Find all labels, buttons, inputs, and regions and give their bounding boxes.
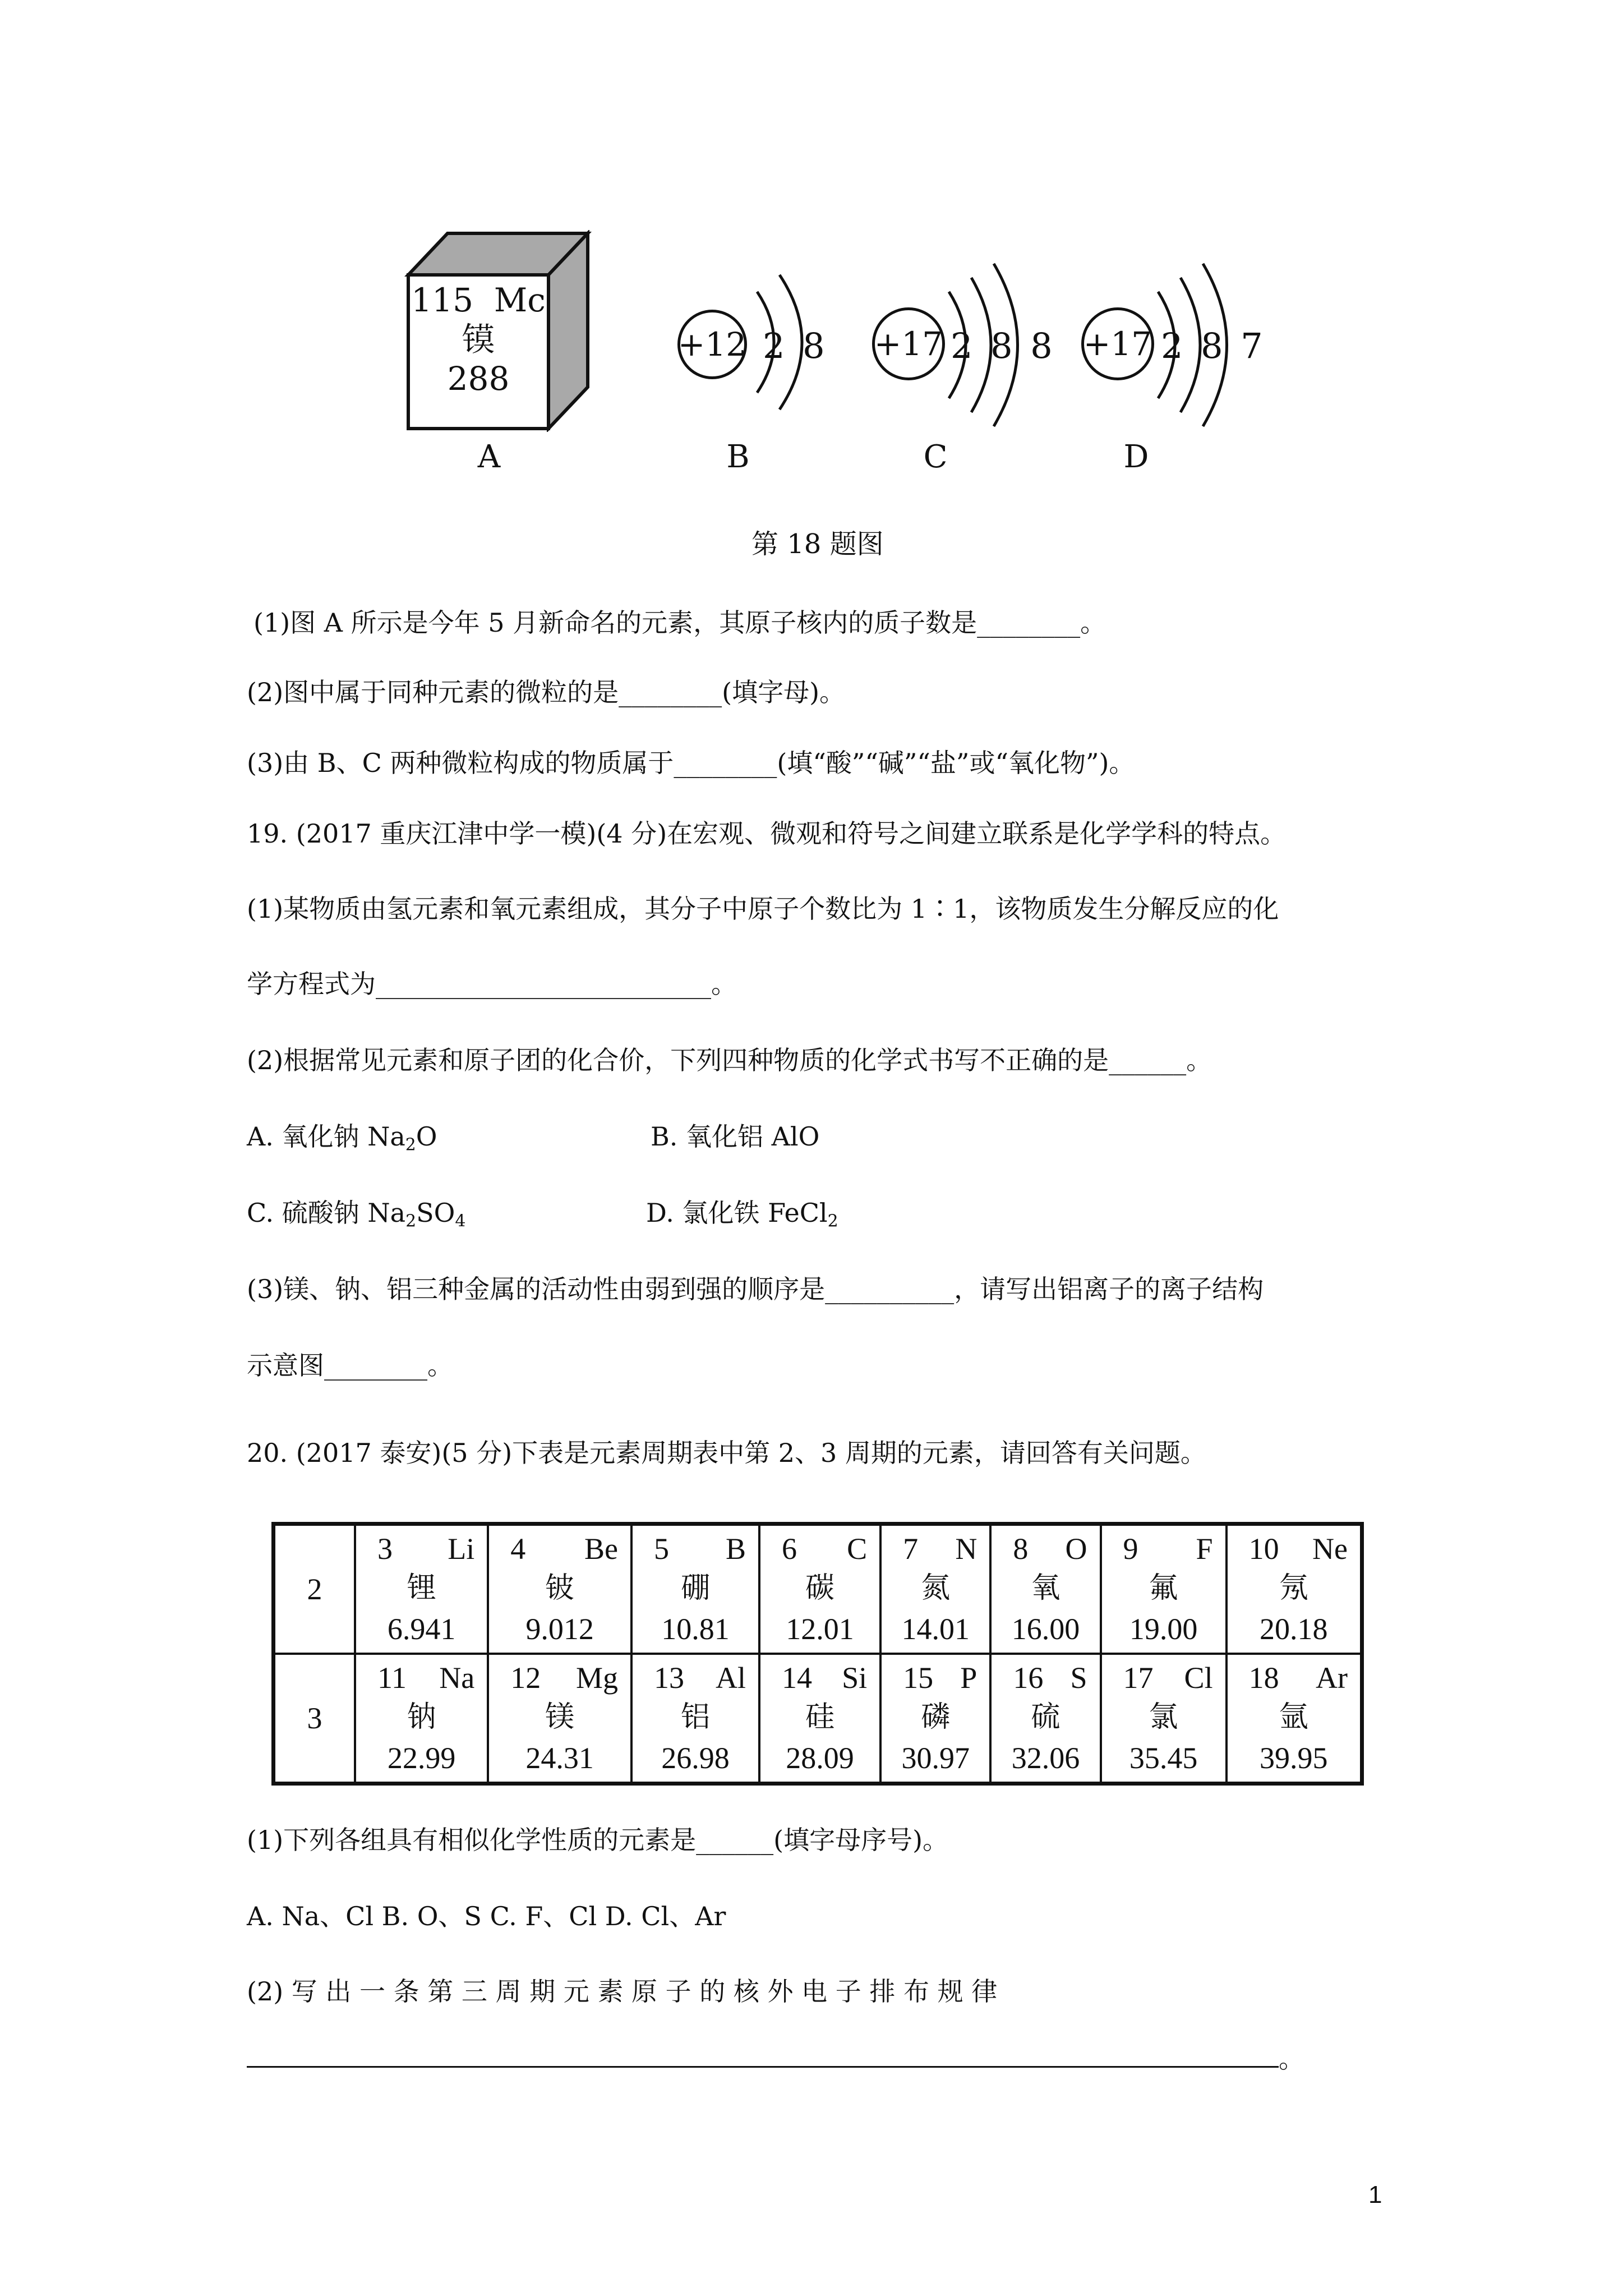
- atomic-mass: 10.81: [661, 1612, 730, 1646]
- atomic-number: 8: [1013, 1532, 1029, 1566]
- atomic-number: 9: [1123, 1532, 1138, 1566]
- atomic-mass: 26.98: [661, 1741, 730, 1775]
- q19-part1-line1: (1)某物质由氢元素和氧元素组成，其分子中原子个数比为 1∶1，该物质发生分解反应的化: [247, 894, 1279, 924]
- element-symbol: B: [725, 1532, 746, 1566]
- option-c-mid: SO: [416, 1198, 455, 1228]
- q20-part2-text: (2) 写 出 一 条 第 三 周 期 元 素 原 子 的 核 外 电 子 排 布 规 律: [247, 1976, 998, 2007]
- page-number: 1: [1368, 2181, 1382, 2208]
- element-cell: [1227, 1654, 1362, 1784]
- q19-stem: 19. (2017 重庆江津中学一模)(4 分)在宏观、微观和符号之间建立联系是化学学科的特点。: [247, 818, 1287, 849]
- nucleus-circle: [1081, 307, 1154, 380]
- figure-label-d: D: [1123, 439, 1149, 475]
- nucleus-charge: +17: [1083, 325, 1152, 363]
- element-symbol: Cl: [1184, 1661, 1213, 1695]
- element-symbol: Al: [716, 1661, 746, 1695]
- periodic-table: [271, 1522, 1364, 1786]
- table-row: [274, 1654, 1362, 1784]
- atomic-mass: 35.45: [1129, 1741, 1198, 1775]
- atomic-number: 12: [510, 1661, 541, 1695]
- element-name: 钠: [407, 1701, 436, 1733]
- element-name: 氧: [1031, 1572, 1061, 1604]
- figure-label-b: B: [726, 439, 750, 475]
- element-symbol: S: [1070, 1661, 1087, 1695]
- element-name: 碳: [805, 1572, 835, 1604]
- nucleus-charge: +17: [874, 325, 943, 363]
- figure-label-c: C: [923, 439, 948, 475]
- atomic-number: 17: [1123, 1661, 1154, 1695]
- q19-part3-line1: (3)镁、钠、铝三种金属的活动性由弱到强的顺序是__________，请写出铝离子的离子结构: [247, 1274, 1264, 1304]
- atomic-mass: 16.00: [1011, 1612, 1080, 1646]
- element-cell: [880, 1524, 990, 1654]
- q19-option-a: [247, 1120, 437, 1162]
- element-cell: [488, 1654, 631, 1784]
- element-name: 铍: [545, 1572, 575, 1604]
- element-symbol: F: [1196, 1532, 1213, 1566]
- subscript: 4: [455, 1211, 466, 1231]
- element-symbol: Ar: [1316, 1661, 1348, 1695]
- period-number: 2: [274, 1524, 356, 1654]
- element-symbol: P: [960, 1661, 978, 1695]
- element-cell: [990, 1524, 1100, 1654]
- element-name: 氩: [1279, 1701, 1308, 1733]
- figure-label-a: A: [477, 439, 501, 475]
- q20-part2-answer-line: [247, 2042, 1304, 2076]
- element-cell: [1227, 1524, 1362, 1654]
- element-symbol: N: [955, 1532, 978, 1566]
- element-symbol: Mg: [576, 1661, 619, 1695]
- element-symbol: Na: [439, 1661, 475, 1695]
- q19-part1-line2: 学方程式为__________________________。: [247, 969, 737, 999]
- element-name: 镁: [545, 1701, 575, 1733]
- period-number: 3: [274, 1654, 356, 1784]
- element-cell: [1101, 1654, 1227, 1784]
- table-row: [274, 1524, 1362, 1654]
- q19-option-d: [646, 1196, 838, 1238]
- q19-option-c: [247, 1196, 465, 1238]
- tile-number-symbol: 115 Mc: [411, 281, 546, 319]
- atomic-mass: 12.01: [786, 1612, 854, 1646]
- element-cell: [631, 1524, 759, 1654]
- atomic-mass: 22.99: [387, 1741, 456, 1775]
- element-cell: [880, 1654, 990, 1784]
- atomic-number: 14: [782, 1661, 812, 1695]
- element-cell: [1101, 1524, 1227, 1654]
- atomic-mass: 14.01: [901, 1612, 970, 1646]
- atomic-mass: 19.00: [1129, 1612, 1198, 1646]
- element-name: 氖: [1279, 1572, 1308, 1604]
- q18-part2: (2)图中属于同种元素的微粒的是________(填字母)。: [247, 677, 846, 707]
- element-name: 磷: [921, 1701, 951, 1733]
- atomic-number: 16: [1013, 1661, 1044, 1695]
- atomic-mass: 28.09: [786, 1741, 854, 1775]
- subscript: 2: [405, 1135, 416, 1155]
- q20-options: A. Na、Cl B. O、S C. F、Cl D. Cl、Ar: [247, 1901, 726, 1931]
- q20-part2: [247, 1975, 1391, 2008]
- element-name: 铝: [681, 1701, 711, 1733]
- q19-part2: (2)根据常见元素和原子团的化合价，下列四种物质的化学式书写不正确的是______。: [247, 1045, 1212, 1075]
- element-cell: [759, 1524, 880, 1654]
- electron-counts: 2 8: [763, 325, 828, 366]
- electron-counts: 2 8 8: [951, 325, 1056, 366]
- atomic-mass: 24.31: [525, 1741, 594, 1775]
- atomic-number: 3: [377, 1532, 393, 1566]
- option-c-text: C. 硫酸钠 Na: [247, 1198, 406, 1228]
- figure-caption: 第 18 题图: [751, 528, 884, 560]
- option-a-text: A. 氧化钠 Na: [247, 1121, 405, 1152]
- atomic-number: 15: [903, 1661, 934, 1695]
- atomic-mass: 32.06: [1011, 1741, 1080, 1775]
- atomic-number: 5: [654, 1532, 670, 1566]
- element-symbol: Si: [842, 1661, 868, 1695]
- element-cell: [355, 1654, 488, 1784]
- atomic-mass: 9.012: [525, 1612, 594, 1646]
- tile-element-name: 镆: [462, 320, 495, 358]
- element-name: 硼: [681, 1572, 711, 1604]
- atomic-mass: 39.95: [1260, 1741, 1328, 1775]
- element-name: 氟: [1149, 1572, 1178, 1604]
- atomic-mass: 30.97: [901, 1741, 970, 1775]
- atomic-number: 4: [510, 1532, 526, 1566]
- atomic-number: 6: [782, 1532, 797, 1566]
- subscript: 2: [827, 1211, 838, 1231]
- atomic-number: 10: [1248, 1532, 1279, 1566]
- element-cell: [488, 1524, 631, 1654]
- element-cell: [355, 1524, 488, 1654]
- q20-part1: (1)下列各组具有相似化学性质的元素是______(填字母序号)。: [247, 1825, 949, 1855]
- element-symbol: C: [847, 1532, 868, 1566]
- element-symbol: Be: [584, 1532, 619, 1566]
- element-name: 硅: [805, 1701, 835, 1733]
- electron-counts: 2 8 7: [1161, 325, 1266, 366]
- q19-option-b: B. 氧化铝 AlO: [651, 1121, 820, 1152]
- element-cell: [759, 1654, 880, 1784]
- atomic-number: 13: [654, 1661, 685, 1695]
- element-symbol: O: [1065, 1532, 1087, 1566]
- q20-stem: 20. (2017 泰安)(5 分)下表是元素周期表中第 2、3 周期的元素，请回答有关问题。: [247, 1438, 1206, 1468]
- nucleus-charge: +12: [677, 325, 747, 364]
- subscript: 2: [405, 1211, 417, 1231]
- nucleus-circle: [872, 307, 945, 380]
- nucleus-circle: [677, 310, 747, 379]
- q19-part3-line2: 示意图________。: [247, 1350, 453, 1381]
- q18-part1: (1)图 A 所示是今年 5 月新命名的元素，其原子核内的质子数是________。: [253, 608, 1106, 638]
- option-d-text: D. 氯化铁 FeCl: [646, 1198, 828, 1228]
- atomic-number: 7: [903, 1532, 919, 1566]
- atomic-mass: 6.941: [387, 1612, 456, 1646]
- period-mark: 。: [1279, 2044, 1304, 2074]
- answer-blank: [247, 2044, 1279, 2068]
- tile-mass: 288: [447, 360, 510, 398]
- element-tile-text: [408, 280, 548, 398]
- q18-part3: (3)由 B、C 两种微粒构成的物质属于________(填“酸”“碱”“盐”或“氧化物”)。: [247, 748, 1135, 778]
- atomic-mass: 20.18: [1260, 1612, 1328, 1646]
- element-name: 氮: [921, 1572, 951, 1604]
- element-cell: [990, 1654, 1100, 1784]
- element-symbol: Ne: [1312, 1532, 1348, 1566]
- element-symbol: Li: [448, 1532, 475, 1566]
- atomic-number: 18: [1248, 1661, 1279, 1695]
- element-name: 氯: [1149, 1701, 1178, 1733]
- option-a-tail: O: [416, 1121, 437, 1152]
- atomic-number: 11: [377, 1661, 407, 1695]
- element-name: 锂: [407, 1572, 436, 1604]
- element-cell: [631, 1654, 759, 1784]
- element-name: 硫: [1031, 1701, 1061, 1733]
